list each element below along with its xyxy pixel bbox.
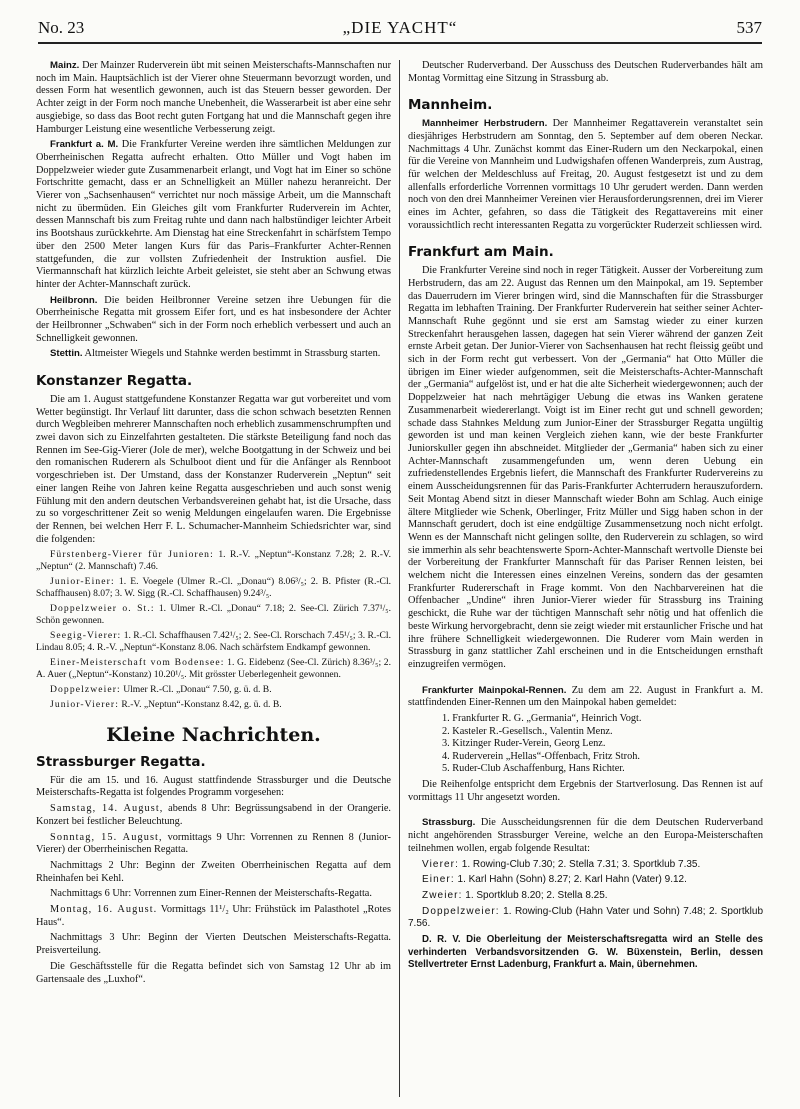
list-item: 1. Frankfurter R. G. „Germania“, Heinrich Vogt. — [442, 713, 642, 725]
frankfurt-paragraph: Frankfurt a. M. Die Frankfurter Vereine werden ihre sämtlichen Meldungen zur Oberrheinischen Regatta aufrecht erhalten. Otto Müller und Vogt haben im Doppelzweier wieder gute Zusammenarbeit erlangt, und Vogt hat im Einer so schöne Fortschritte gemacht, dass er an Schnelligkeit an Müller nahezu heranreicht. Der Vierer von „Sachsenhausen“ verrichtet nur noch mässige Arbeit, um die Mannschaft nicht zu übermüden. Ein Gleiches gilt vom Frankfurter Ruderverein im Achter, dessen Mannschaft bis zum Freitag ruhte und dann nach halbstündiger leichter Arbeit ins Bootshaus zurückkehrte. Am Dienstag hat eine Streckenfahrt in schärfstem Tempo über den 2500 Meter langen Kurs für das Paris–Frankfurter Achter-Rennen stattgefunden, die zur vollsten Zufriedenheit der Instruktion ausfiel. Die Viermannschaft hat kürzlich leichte Arbeit geleistet, sie steht aber an Schwung etwas hinter der Achter-Mannschaft zurück. — [36, 139, 391, 290]
strassburg-results — [408, 859, 763, 932]
result-line: Vierer: 1. Rowing-Club 7.30; 2. Stella 7.31; 3. Sportklub 7.35. — [422, 858, 701, 870]
drv-notice: D. R. V. Die Oberleitung der Meisterschaftsregatta wird an Stelle des verhinderten Verbandsvorsitzenden G. W. Büxenstein, Berlin, dessen Stellvertreter Ernst Ladenburg, Frankfurt a. Main, übernehmen. — [408, 934, 763, 971]
program-item: Sonntag, 15. August, vormittags 9 Uhr: Vorrennen zu Rennen 8 (Junior-Vierer) der Oberrheinischen Regatta. — [36, 831, 391, 856]
page-header — [38, 16, 762, 44]
program-item: Samstag, 14. August, abends 8 Uhr: Begrüssungsabend in der Orangerie. Konzert bei festlicher Beleuchtung. — [36, 803, 391, 827]
ruderverband-paragraph: Deutscher Ruderverband. Der Ausschuss des Deutschen Ruderverbandes hält am Montag Vormittag eine Sitzung in Strassburg ab. — [408, 60, 763, 84]
frankfurt-main-paragraph: Die Frankfurter Vereine sind noch in reger Tätigkeit. Ausser der Vorbereitung zum Herbstrudern, das am 22. August das Rennen um den Mainpokal, am 19. September das Dauerrudern im Vierer bringen wird, sind die Mannschaften für die Strassburger Regatta im lebhaften Training. Der Frankfurter Ruderverein hat seither seiner Achter-Mannschaft Ruhe gegönnt und sie erst am Samstag wieder zu einer kurzen Streckenfahrt herausgehen lassen, dagegen hat sein Vierer während der ganzen Zeit ernste Arbeit getan. Der Junior-Vierer von Sachsenhausen hat recht fleissig geübt und sich in der Form recht gut verbessert. Von der „Germania“ hat Otto Müller die übrigen im Einer wieder aufgenommen, seit die Meisterschafts-Achter-Mannschaft der „Germania“ aufgelöst ist, und er hat die alte Sicherheit wiedergewonnen; auch der Doppelzweier hat nach mehrtägiger Uebung die etwas ins Wanken geratene Zusammenarbeit wiedererlangt. Voigt ist im Einer recht gut und schnell geworden; schade dass Stahnkes Meldung zum Junior-Einer der Strassburger Regatta ungültig geworden ist und man keinen Vergleich ziehen kann, wie der beste Frankfurter Juniorskuller gegen ihn abschneidet. Mitglieder der „Germania“ haben sich zu einer Achter-Mannschaft zusammengefunden um, wenn deren Uebung ein zufriedenstellendes Ergebnis liefert, die Mannschaft des Frankfurter Rudervereins zu einem Ausscheidungsrennen für das Paris-Frankfurter Achterrudern herauszufordern. Seit Montag Abend sitzt in dieser Mannschaft wieder Bohn am Schlag. Auch einige ältere Mitglieder wie Schenk, Oberlinger, Fritz Müller und Sigg haben schon in der Mannschaft gerudert, doch ist eine endgültige Zusammensetzung noch nicht erfolgt. Wenn es der Mannschaft nicht gelingen sollte, den Ruderverein zu schlagen, so wird sie immerhin als sehr beachtenswerte Sporn-Achter-Mannschaft wertvolle Dienste bei der Vorbereitung der Frankfurter Mannschaft für das Pariser Rennen leisten, bei welchem nicht die Interessen eines einzelnen Vereins, sondern das der gesamten Frankfurter Rudererschaft in Frage kommt. Von den Nachbarvereinen hat die Offenbacher „Undine“ ihren Junior-Vierer wieder für Strassburg ins Training geschickt, die Ruhe war der tüchtigen Mannschaft sehr nötig und hat offenlich die beste Wirkung hervorgebracht, denn sie zeigt wieder mit erstaunlicher Frische und hat ihre frühere Schnelligkeit wiedergewonnen. Die Ruderer vom Main werden in Strassburg in ganz stattlicher Zahl erscheinen und in die Entscheidungen ernsthaft einzugreifen vermögen. — [408, 265, 763, 670]
left-column — [36, 60, 391, 1101]
stettin-paragraph: Stettin. Altmeister Wiegels und Stahnke werden bestimmt in Strassburg starten. — [50, 348, 381, 360]
right-column — [408, 60, 763, 1101]
mainz-paragraph: Mainz. Der Mainzer Ruderverein übt mit seinen Meisterschafts-Mannschaften nur noch im Main. Hauptsächlich ist der Vierer ohne Steuermann bevorzugt worden, und dessen Form hat wesentlich gewonnen, auch ist das Steuern besser geworden. Der Achter zeigt in der Form noch manche Unebenheit, die Wasserarbeit ist aber eine sehr ausgiebige, so dass das Boot recht guten Fortgang hat und die Mannschaft gegen ihre Hamburger Leistung eine wesentliche Verbesserung zeigt. — [36, 60, 391, 135]
kleine-nachrichten-heading: Kleine Nachrichten. — [106, 724, 321, 747]
mainpokal-entries — [442, 713, 763, 776]
column-divider — [399, 60, 400, 1097]
result-line: Doppelzweier o. St.: 1. Ulmer R.-Cl. „Donau“ 7.18; 2. See-Cl. Zürich 7.37¹/₅. Schön gewonnen. — [36, 603, 391, 627]
mainpokal-closing: Die Reihenfolge entspricht dem Ergebnis der Startverlosung. Das Rennen ist auf vormittags 11 Uhr angesetzt worden. — [408, 779, 763, 803]
list-item: 4. Ruderverein „Hellas“-Offenbach, Fritz Stroh. — [442, 750, 640, 762]
result-line: Zweier: 1. Sportklub 8.20; 2. Stella 8.25. — [422, 889, 608, 901]
strassburg-heading: Strassburger Regatta. — [36, 754, 206, 771]
result-line: Doppelzweier: Ulmer R.-Cl. „Donau“ 7.50, g. ü. d. B. — [50, 684, 272, 696]
program-item: Montag, 16. August. Vormittags 11¹/₂ Uhr: Frühstück im Palasthotel „Rotes Haus“. — [36, 904, 391, 928]
heilbronn-paragraph: Heilbronn. Die beiden Heilbronner Vereine setzen ihre Uebungen für die Oberrheinische Regatta mit grossem Eifer fort, und es hat insbesondere der Achter der Heilbronner „Schwaben“ sich in der Form noch erheblich verbessert und auch an Schnelligkeit gewonnen. — [36, 294, 391, 344]
result-line: Junior-Einer: 1. E. Voegele (Ulmer R.-Cl. „Donau“) 8.06³/₅; 2. B. Pfister (R.-Cl. Schaffhausen) 8.07; 3. W. Sigg (R.-Cl. Schaffhausen) 9.24³/₅. — [36, 576, 391, 600]
program-item: Nachmittags 3 Uhr: Beginn der Vierten Deutschen Meisterschafts-Regatta. Preisverteilung. — [36, 932, 391, 957]
konstanz-heading: Konstanzer Regatta. — [36, 373, 193, 390]
result-line: Seegig-Vierer: 1. R.-Cl. Schaffhausen 7.42¹/₅; 2. See-Cl. Rorschach 7.45¹/₅; 3. R.-Cl. Lindau 8.05; 4. R.-V. „Neptun“-Konstanz 8.06. Nach schärfstem Endkampf gewonnen. — [36, 630, 391, 654]
strassburg-results-intro: Strassburg. Die Ausscheidungsrennen für die dem Deutschen Ruderverband nicht angehörenden Strassburger Vereine, welche an den Europa-Meisterschaften teilnehmen wollen, ergab folgende Resultat: — [408, 817, 763, 854]
result-line: Einer-Meisterschaft vom Bodensee: 1. G. Eidebenz (See-Cl. Zürich) 8.36³/₅; 2. A. Auer („Neptun“-Konstanz) 10.20¹/₅. Mit grösster Ueberlegenheit gewonnen. — [36, 657, 391, 681]
result-line: Junior-Vierer: R.-V. „Neptun“-Konstanz 8.42, g. ü. d. B. — [50, 699, 282, 711]
program-item: Die Geschäftsstelle für die Regatta befindet sich von Samstag 12 Uhr ab im Gartensaale des „Luxhof“. — [36, 960, 391, 985]
program-item: Nachmittags 6 Uhr: Vorrennen zum Einer-Rennen der Meisterschafts-Regatta. — [50, 888, 372, 900]
frankfurt-main-heading: Frankfurt am Main. — [408, 244, 554, 261]
list-item: 2. Kasteler R.-Gesellsch., Valentin Menz. — [442, 725, 613, 737]
result-line: Fürstenberg-Vierer für Junioren: 1. R.-V. „Neptun“-Konstanz 7.28; 2. R.-V. „Neptun“ (2. Mannschaft) 7.46. — [36, 549, 391, 573]
mainpokal-intro: Frankfurter Mainpokal-Rennen. Zu dem am 22. August in Frankfurt a. M. stattfindenden Einer-Rennen um den Mainpokal haben gemeldet: — [408, 684, 763, 709]
magazine-title: „DIE YACHT“ — [342, 18, 458, 37]
strassburg-program — [36, 803, 391, 986]
list-item: 5. Ruder-Club Aschaffenburg, Hans Richter. — [442, 763, 625, 775]
result-line: Doppelzweier: 1. Rowing-Club (Hahn Vater und Sohn) 7.48; 2. Sportklub 7.56. — [408, 905, 763, 930]
issue-number: No. 23 — [38, 18, 85, 37]
mannheim-paragraph: Mannheimer Herbstrudern. Der Mannheimer Regattaverein veranstaltet sein diesjähriges Herbstrudern am Sonntag, den 5. September auf dem oberen Neckar. Nachmittags 4 Uhr. Zunächst kommt das Einer-Rudern um den Neckarpokal, einen für die Vereine von Mannheim und Ludwigshafen offenen Wanderpreis, zum Austrag, für welchen der Meldeschluss auf Freitag, 20. August festgesetzt ist und zu dem allenfalls erforderliche Vorrennen vormittags 10 Uhr gerudert werden. Dann werden noch von den drei Mannheimer Vereinen vier Herausforderungsrennen, drei im Vierer eines im Achter, gefahren, so dass die Tätigkeit des Regattavereins mit einer voraussichtlich recht interessanten Regatta zu vorgerückter Ruderzeit schliessen wird. — [408, 118, 763, 231]
list-item: 3. Kitzinger Ruder-Verein, Georg Lenz. — [442, 738, 606, 750]
page-number: 537 — [736, 18, 762, 37]
konstanz-results — [36, 549, 391, 711]
konstanz-paragraph: Die am 1. August stattgefundene Konstanzer Regatta war gut vorbereitet und vom Wetter begünstigt. Ihr Verlauf litt darunter, dass die schon schwach besetzten Rennen durch Wegbleiben mehrerer Mannschaften noch erheblich zusammenschrumpften und zwei davon sich zu Einzelfahrten gestalteten. Die stärkste Beteiligung fand noch das Rennen im See-Gig-Vierer (Jole de mer), welche Bootgattung in der Schweiz und bei den romanischen Ruderern als Schulboot dient und für die Anfänger als Rennboot vorgeschrieben ist. Der Umstand, dass der Konstanzer Ruderverein „Neptun“ seit einer langen Reihe von Jahren keine Regatta ausgeschrieben und auch sonst wenig Fühlung mit den andern deutschen Verbandsvereinen gehabt hat, ist die Ursache, dass zu so vorgeschrittener Zeit so wenig Meldungen eingelaufen waren. Die Ergebnisse der Rennen, bei welchen Herr F. L. Schumacher-Mannheim Schiedsrichter war, sind die folgenden: — [36, 393, 391, 545]
strassburg-intro: Für die am 15. und 16. August stattfindende Strassburger und die Deutsche Meisterschafts-Regatta ist folgendes Programm vorgesehen: — [36, 774, 391, 799]
program-item: Nachmittags 2 Uhr: Beginn der Zweiten Oberrheinischen Regatta auf dem Rheinhafen bei Kehl. — [36, 859, 391, 884]
result-line: Einer: 1. Karl Hahn (Sohn) 8.27; 2. Karl Hahn (Vater) 9.12. — [422, 874, 687, 886]
mannheim-heading: Mannheim. — [408, 97, 493, 114]
